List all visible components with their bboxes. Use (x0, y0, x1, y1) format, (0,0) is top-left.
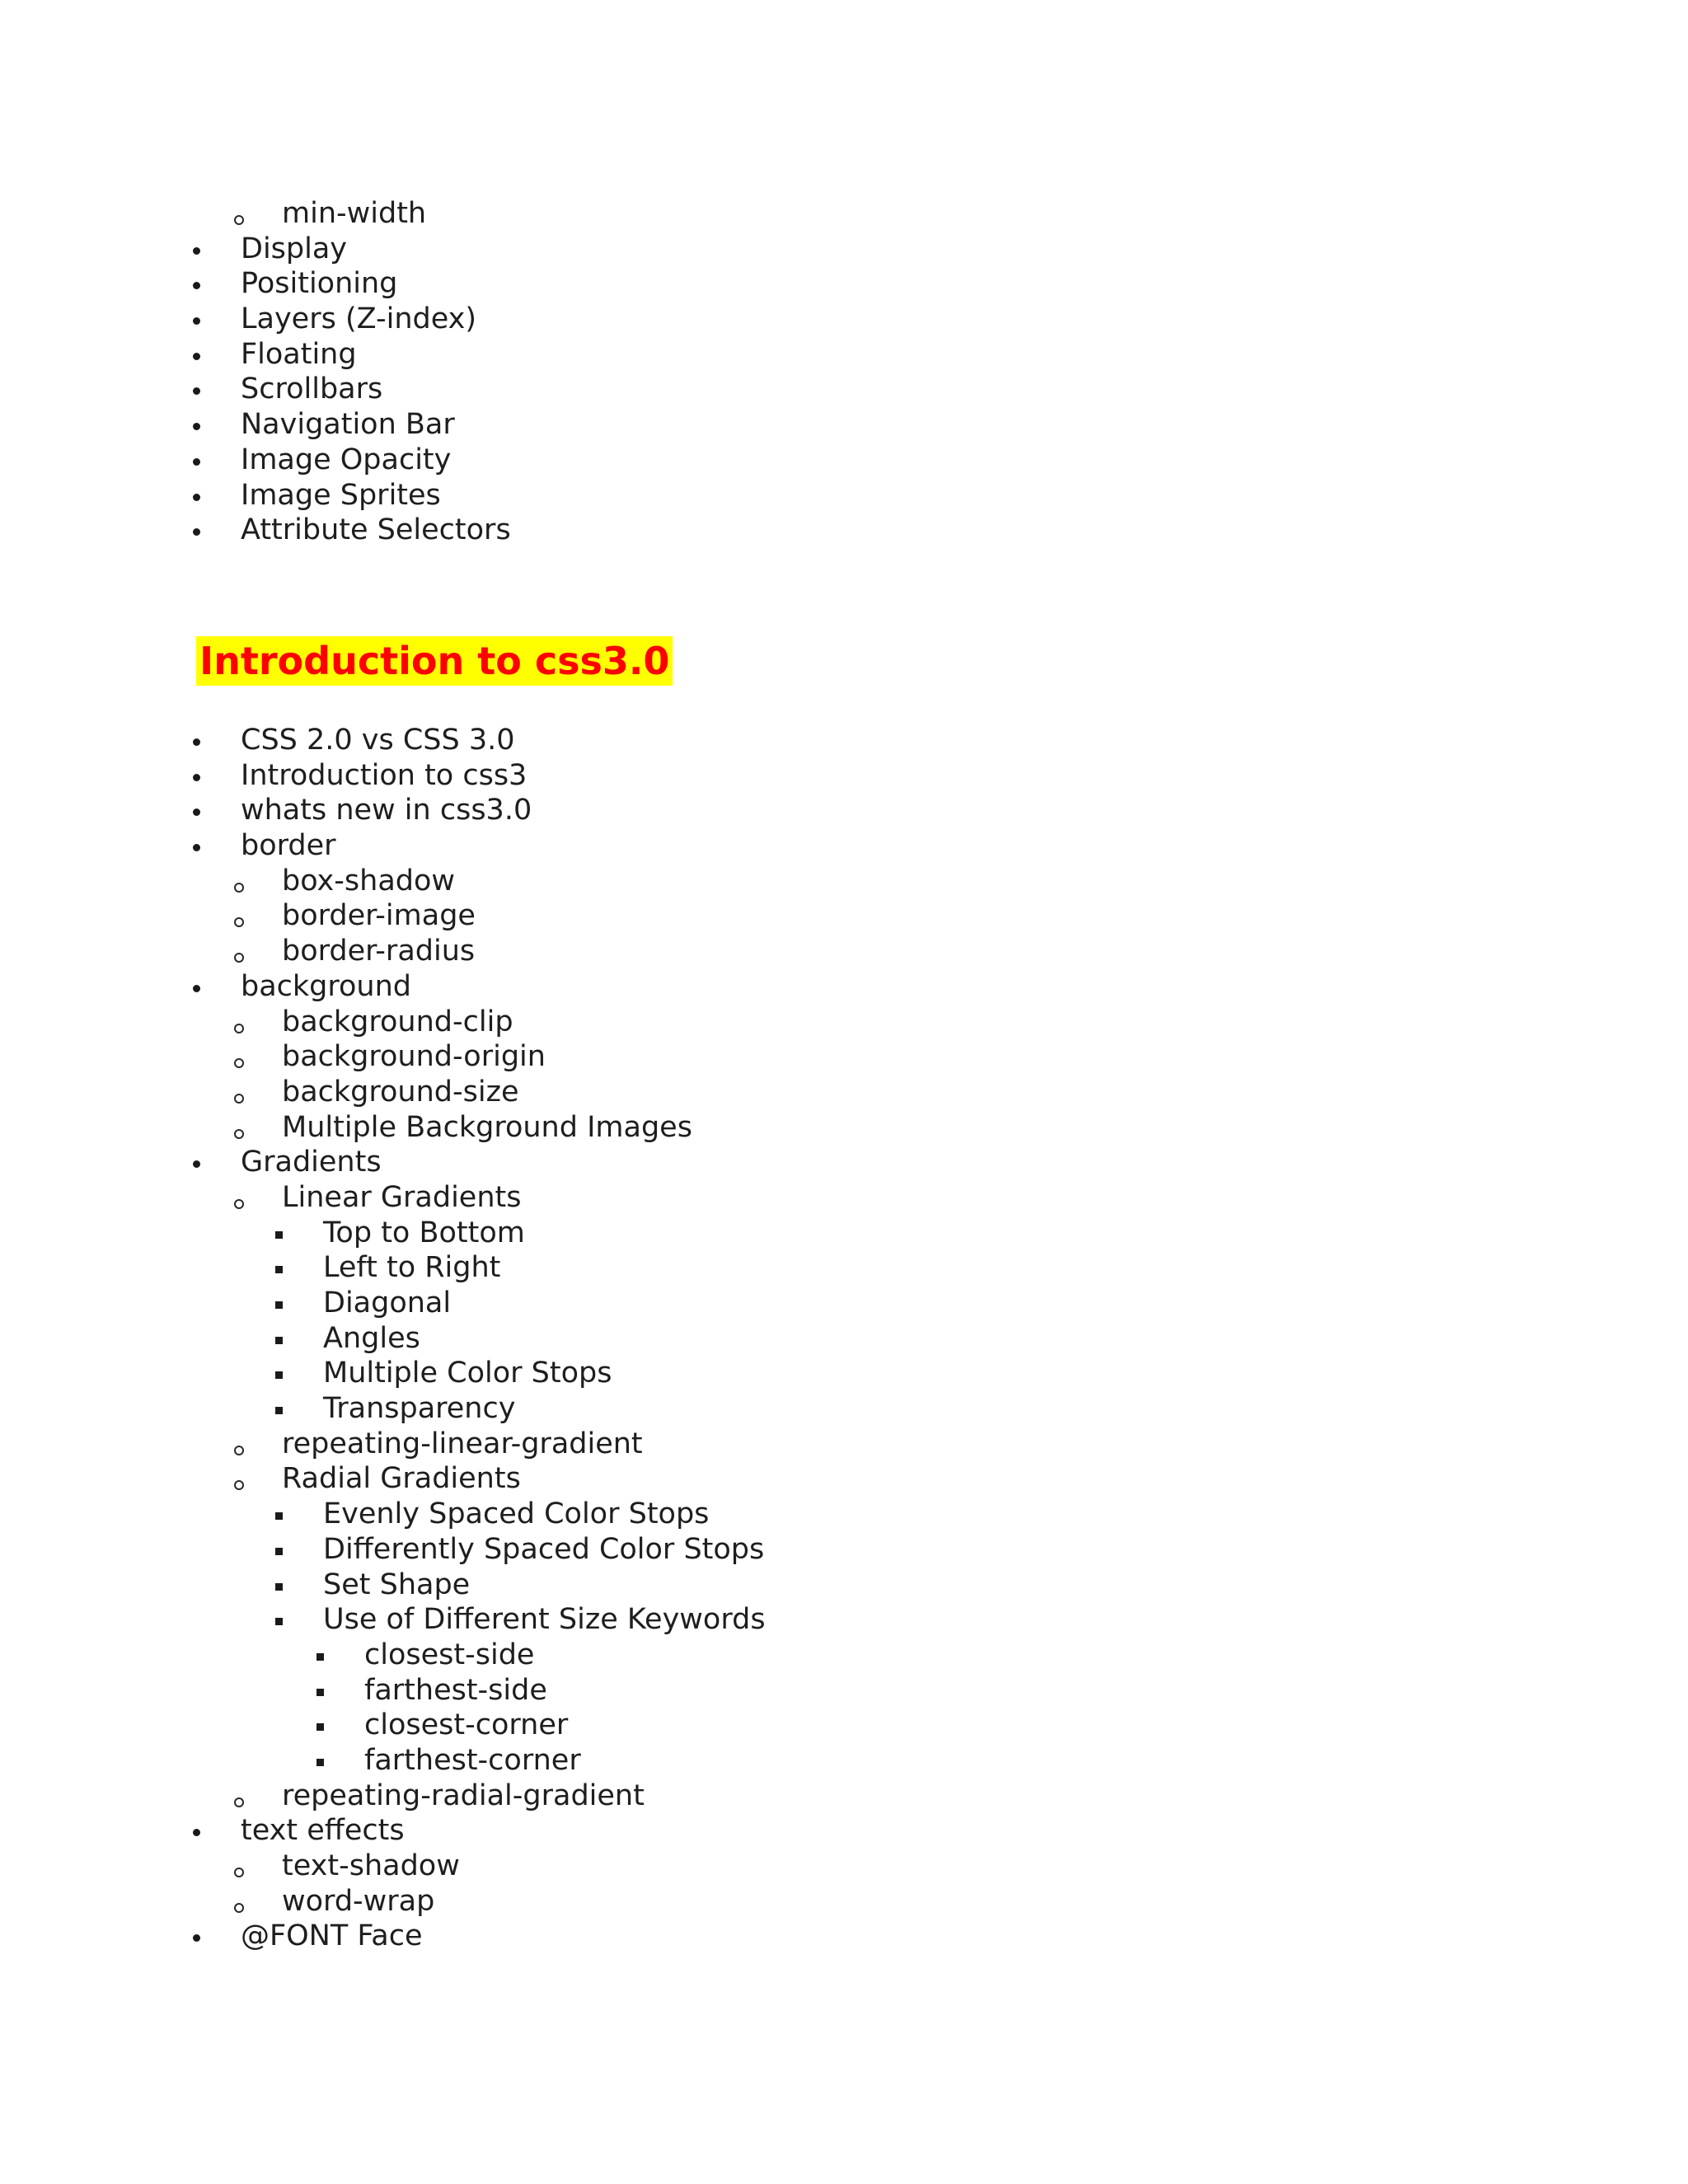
list-item-text: @FONT Face (241, 1919, 423, 1953)
list-item (0, 898, 1688, 934)
list-item (0, 1145, 1688, 1180)
list-item-text: Gradients (241, 1146, 382, 1179)
list-item (0, 372, 1688, 407)
disc-bullet-icon (193, 282, 200, 289)
list-item (0, 1216, 1688, 1251)
list-item-text: Layers (Z-index) (241, 302, 476, 336)
list-item (0, 1568, 1688, 1603)
disc-bullet-icon (193, 1829, 200, 1836)
square-bullet-icon (275, 1266, 283, 1273)
list-item (0, 1884, 1688, 1919)
square-bullet-icon (275, 1618, 283, 1625)
circle-bullet-icon (234, 1058, 244, 1068)
list-item (0, 1005, 1688, 1040)
circle-bullet-icon (234, 1446, 244, 1455)
list-item (0, 1039, 1688, 1075)
list-item-text: Set Shape (323, 1568, 471, 1601)
list-item (0, 758, 1688, 794)
disc-bullet-icon (193, 774, 200, 781)
circle-bullet-icon (234, 1868, 244, 1877)
list-item-text: repeating-linear-gradient (282, 1427, 643, 1460)
disc-bullet-icon (193, 458, 200, 466)
list-item (0, 934, 1688, 969)
circle-bullet-icon (234, 883, 244, 893)
list-item (0, 266, 1688, 302)
disc-bullet-icon (193, 844, 200, 851)
list-item-text: Floating (241, 337, 357, 371)
list-item (0, 1356, 1688, 1391)
list-item (0, 1497, 1688, 1532)
list-item-text: Evenly Spaced Color Stops (323, 1497, 710, 1531)
circle-bullet-icon (234, 1094, 244, 1104)
list-item-text: background-origin (282, 1040, 546, 1074)
list-item-text: Attribute Selectors (241, 513, 511, 547)
list-item (0, 828, 1688, 864)
square-bullet-icon (316, 1653, 324, 1661)
list-item-text: farthest-corner (364, 1743, 581, 1777)
list-item-text: whats new in css3.0 (241, 794, 532, 827)
circle-bullet-icon (234, 1024, 244, 1033)
square-bullet-icon (275, 1407, 283, 1414)
list-item-text: Use of Different Size Keywords (323, 1603, 766, 1637)
css3-topic-list (0, 723, 1688, 1954)
list-item (0, 1321, 1688, 1357)
circle-bullet-icon (234, 953, 244, 963)
list-item (0, 723, 1688, 758)
list-item (0, 1849, 1688, 1884)
disc-bullet-icon (193, 808, 200, 816)
list-item (0, 337, 1688, 373)
list-item (0, 443, 1688, 478)
list-item-text: text effects (241, 1814, 405, 1848)
list-item-text: Navigation Bar (241, 408, 455, 442)
circle-bullet-icon (234, 1199, 244, 1209)
list-item-text: word-wrap (282, 1884, 435, 1918)
list-item (0, 232, 1688, 267)
disc-bullet-icon (193, 528, 200, 536)
list-item (0, 1779, 1688, 1814)
list-item-text: Image Opacity (241, 443, 452, 476)
list-item (0, 1391, 1688, 1427)
disc-bullet-icon (193, 738, 200, 746)
list-item-text: text-shadow (282, 1849, 460, 1882)
list-item (0, 1708, 1688, 1743)
list-item (0, 1813, 1688, 1849)
square-bullet-icon (316, 1689, 324, 1696)
list-item (0, 1638, 1688, 1673)
list-item-text: Scrollbars (241, 373, 383, 406)
circle-bullet-icon (234, 1480, 244, 1490)
circle-bullet-icon (234, 1797, 244, 1807)
list-item (0, 196, 1688, 232)
list-item (0, 478, 1688, 513)
square-bullet-icon (275, 1231, 283, 1239)
list-item-text: Positioning (241, 267, 398, 301)
list-item-text: border-image (282, 899, 476, 933)
disc-bullet-icon (193, 247, 200, 255)
list-item-text: Differently Spaced Color Stops (323, 1532, 765, 1566)
list-item (0, 1673, 1688, 1708)
square-bullet-icon (275, 1337, 283, 1344)
topic-list-continued (0, 196, 1688, 548)
list-item (0, 1427, 1688, 1462)
list-item (0, 302, 1688, 337)
circle-bullet-icon (234, 215, 244, 225)
list-item-text: border-radius (282, 935, 476, 968)
list-item (0, 1250, 1688, 1286)
circle-bullet-icon (234, 1129, 244, 1139)
square-bullet-icon (275, 1548, 283, 1555)
disc-bullet-icon (193, 985, 200, 992)
square-bullet-icon (275, 1301, 283, 1309)
list-item (0, 1075, 1688, 1110)
square-bullet-icon (316, 1759, 324, 1766)
list-item-text: Linear Gradients (282, 1180, 522, 1214)
list-item (0, 1180, 1688, 1216)
disc-bullet-icon (193, 1160, 200, 1168)
list-item (0, 1461, 1688, 1497)
list-item-text: Introduction to css3 (241, 758, 528, 792)
circle-bullet-icon (234, 917, 244, 927)
list-item-text: Image Sprites (241, 478, 441, 512)
list-item-text: Diagonal (323, 1286, 452, 1319)
disc-bullet-icon (193, 494, 200, 501)
list-item (0, 1110, 1688, 1146)
list-item (0, 407, 1688, 443)
list-item-text: Display (241, 232, 348, 265)
list-item-text: background-clip (282, 1005, 513, 1038)
list-item-text: border (241, 829, 336, 863)
disc-bullet-icon (193, 317, 200, 325)
list-item (0, 1532, 1688, 1568)
list-item-text: CSS 2.0 vs CSS 3.0 (241, 724, 515, 757)
disc-bullet-icon (193, 387, 200, 395)
list-item (0, 969, 1688, 1005)
list-item (0, 1602, 1688, 1638)
list-item-text: background-size (282, 1075, 519, 1108)
list-item-text: box-shadow (282, 864, 456, 898)
list-item-text: closest-corner (364, 1708, 569, 1742)
list-item-text: farthest-side (364, 1673, 547, 1707)
list-item-text: Multiple Background Images (282, 1110, 692, 1144)
disc-bullet-icon (193, 423, 200, 430)
list-item-text: repeating-radial-gradient (282, 1779, 645, 1812)
list-item-text: Multiple Color Stops (323, 1357, 612, 1390)
list-item-text: Left to Right (323, 1251, 501, 1285)
list-item (0, 1919, 1688, 1954)
square-bullet-icon (275, 1512, 283, 1520)
disc-bullet-icon (193, 1934, 200, 1942)
list-item-text: Angles (323, 1321, 420, 1355)
list-item (0, 864, 1688, 899)
list-item (0, 513, 1688, 548)
circle-bullet-icon (234, 1903, 244, 1913)
list-item (0, 793, 1688, 828)
list-item-text: closest-side (364, 1638, 535, 1671)
square-bullet-icon (275, 1371, 283, 1379)
square-bullet-icon (316, 1723, 324, 1731)
list-item-text: Top to Bottom (323, 1216, 525, 1249)
list-item-text: Radial Gradients (282, 1462, 521, 1496)
list-item-text: background (241, 969, 412, 1003)
list-item-text: min-width (282, 197, 427, 230)
section-heading: Introduction to css3.0 (196, 636, 673, 686)
list-item (0, 1743, 1688, 1779)
list-item (0, 1286, 1688, 1321)
disc-bullet-icon (193, 353, 200, 360)
list-item-text: Transparency (323, 1392, 516, 1426)
square-bullet-icon (275, 1583, 283, 1591)
